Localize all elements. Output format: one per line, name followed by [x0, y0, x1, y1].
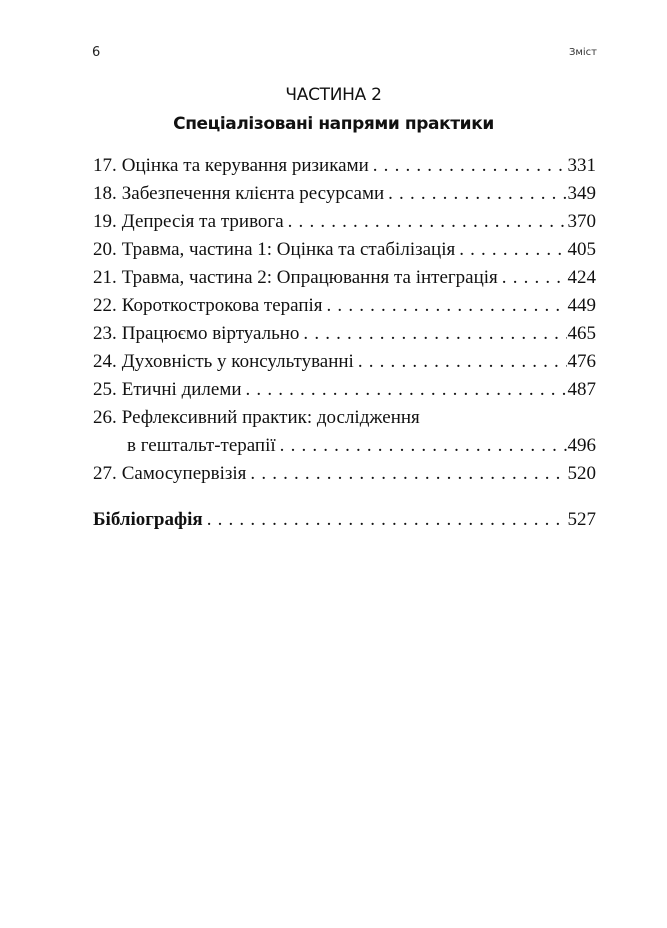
leader-dots — [358, 348, 567, 376]
leader-dots — [459, 236, 566, 264]
page-ref: 465 — [567, 323, 596, 344]
page-ref: 527 — [567, 509, 596, 530]
chapter-number: 17. — [93, 155, 117, 176]
leader-dots — [246, 376, 567, 404]
chapter-title: Депресія та тривога — [121, 211, 284, 232]
chapter-number: 20. — [93, 239, 117, 260]
page-ref: 370 — [567, 211, 596, 232]
page-ref: 487 — [567, 379, 596, 400]
toc-entry-23[interactable] — [93, 320, 596, 348]
bibliography-title: Бібліографія — [93, 509, 203, 530]
chapter-title: Працюємо віртуально — [121, 323, 300, 344]
chapter-number: 19. — [93, 211, 117, 232]
chapter-title: Духовність у консультуванні — [121, 351, 354, 372]
chapter-number: 22. — [93, 295, 117, 316]
toc-entry-25[interactable] — [93, 376, 596, 404]
page-ref: 424 — [567, 267, 596, 288]
leader-dots — [250, 460, 566, 488]
chapter-title: Короткострокова терапія — [121, 295, 323, 316]
leader-dots — [303, 320, 566, 348]
running-head: Зміст — [568, 47, 597, 58]
chapter-title: Оцінка та керування ризиками — [121, 155, 369, 176]
chapter-number: 23. — [93, 323, 117, 344]
page-ref: 331 — [567, 155, 596, 176]
chapter-number: 18. — [93, 183, 117, 204]
chapter-title: Травма, частина 1: Оцінка та стабілізація — [121, 239, 456, 260]
toc-entry-20[interactable] — [93, 236, 596, 264]
table-of-contents — [93, 152, 596, 534]
leader-dots — [280, 432, 567, 460]
page-ref: 449 — [567, 295, 596, 316]
toc-entry-26[interactable] — [93, 404, 596, 432]
page-ref: 476 — [567, 351, 596, 372]
chapter-number: 26. — [93, 407, 117, 428]
chapter-number: 24. — [93, 351, 117, 372]
chapter-number: 25. — [93, 379, 117, 400]
toc-entry-27[interactable] — [93, 460, 596, 488]
page-ref: 496 — [567, 435, 596, 456]
part-label: ЧАСТИНА 2 — [285, 85, 382, 105]
chapter-title: Травма, частина 2: Опрацювання та інтеграція — [121, 267, 498, 288]
toc-entry-bibliography[interactable] — [93, 506, 596, 534]
page-number: 6 — [92, 45, 101, 60]
chapter-title: Рефлексивний практик: дослідження — [121, 407, 420, 428]
toc-entry-18[interactable] — [93, 180, 596, 208]
chapter-title-continuation: в гештальт-терапії — [127, 435, 276, 456]
leader-dots — [388, 180, 566, 208]
chapter-number: 27. — [93, 463, 117, 484]
page-ref: 520 — [567, 463, 596, 484]
page-ref: 405 — [567, 239, 596, 260]
toc-entry-17[interactable] — [93, 152, 596, 180]
toc-entry-26-continuation[interactable] — [93, 432, 596, 460]
leader-dots — [327, 292, 567, 320]
leader-dots — [288, 208, 567, 236]
chapter-title: Самосупервізія — [121, 463, 247, 484]
leader-dots — [207, 506, 567, 534]
leader-dots — [373, 152, 567, 180]
toc-entry-22[interactable] — [93, 292, 596, 320]
leader-dots — [502, 264, 567, 292]
chapter-number: 21. — [93, 267, 117, 288]
toc-entry-24[interactable] — [93, 348, 596, 376]
chapter-title: Забезпечення клієнта ресурсами — [121, 183, 385, 204]
toc-entry-21[interactable] — [93, 264, 596, 292]
chapter-title: Етичні дилеми — [121, 379, 242, 400]
toc-entry-19[interactable] — [93, 208, 596, 236]
part-title: Спеціалізовані напрями практики — [173, 114, 494, 134]
page-ref: 349 — [567, 183, 596, 204]
